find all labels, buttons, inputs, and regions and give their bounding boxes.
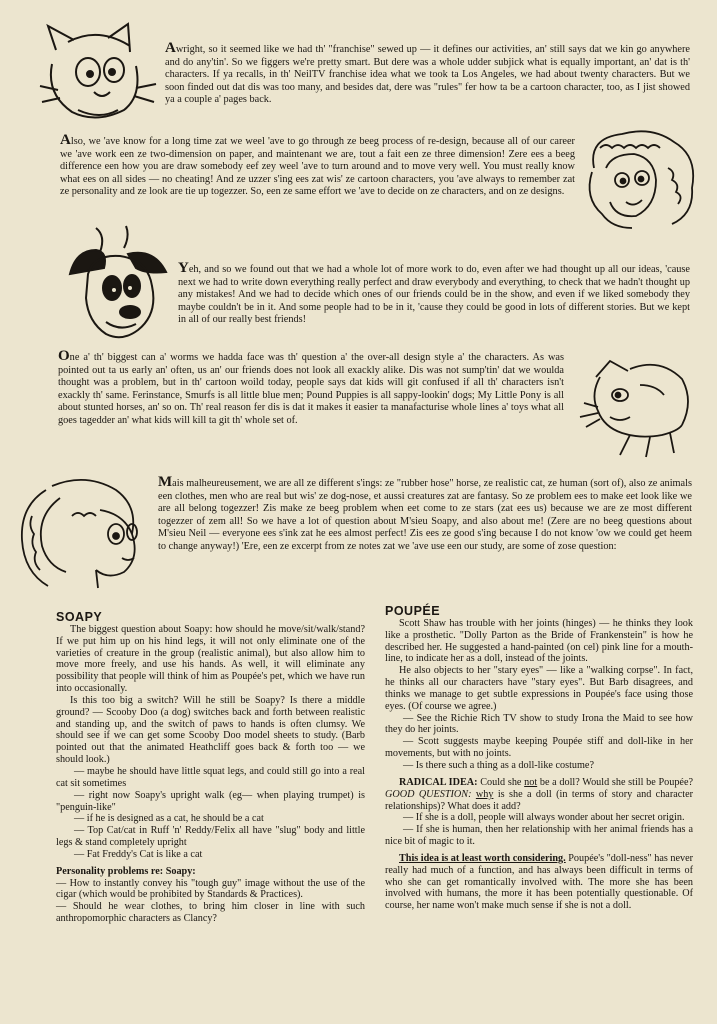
soapy-paragraph: The biggest question about Soapy: how should he move/sit/walk/stand? If we put him up on his hind legs, it will not only eliminate one of the varieties of creature in the group (realistic animal), but also allow him to move more freely, and use his hands. As well, it will eliminate any possibility that people will think of him as Poupée's pet, which we have run into occasionally.	[56, 623, 365, 695]
soapy-problem: — Should he wear clothes, to bring him closer in line with such anthropomorphic characters as Clancy?	[56, 901, 365, 925]
intro-paragraph-problems: Mais malheureusement, we are all ze different s'ings: ze "rubber hose" horse, ze realistic cat, ze human (sort of), also ze animals een clothes, men who are real but wis' ze dog-nose, et aussi creatures zat are fantasy. So ze problem ees to make eet look like we are all belong togezzer! Zis make ze beeg problem when eet come to ze stars (zat ees us) because we are ze most different togezzer of zem all! So we have a lot of question about M'sieu Soapy, and also about me! (Zere are no beeg questions about M'sieu Neil — everyone ees s'ink zat he ees almost perfect! Zis ees ze good s'ing because I do not know 'ow we could get heem to change anyway!) 'Ere, een ze excerpt from ze notes zat we 'ave use een our study, are some of zose question:	[158, 474, 692, 552]
cat-profile-icon	[570, 355, 696, 459]
soapy-problem: — How to instantly convey his "tough guy" image without the use of the cigar (which would be prohibited by Standards & Practices).	[56, 877, 365, 901]
doll-face-icon	[12, 476, 152, 594]
poupee-note: — If she is human, then her relationship with her animal friends has a nice bit of magic to it.	[385, 824, 693, 848]
poupee-note: — Is there such a thing as a doll-like costume?	[403, 759, 594, 771]
cat-head-icon	[38, 20, 158, 132]
intro-paragraph-kids: Yeh, and so we found out that we had a whole lot of more work to do, even after we had thought up all our ideas, 'cause next we had to write down everything really perfect and draw everybody and everything, to check that we hadn't thought up any mistakes! And we had to decide which ones of our friends could be in the show, and even if we liked somebody they maybe couldn't be in it. And some people had to be in it, 'cause they could be good in lots of different stories. But we kept in all of our really best friends!	[178, 260, 690, 326]
radical-idea: RADICAL IDEA: Could she not be a doll? Would she still be Poupée? GOOD QUESTION: why is she a doll (in terms of story and character relationships)? What does it add?	[385, 776, 694, 812]
intro-paragraph-soapy: Awright, so it seemed like we had th' "franchise" sewed up — it defines our activities, an' still says dat we kin go anywhere and do any'tin'. So we figgers we're pretty smart. But dere was a whole udder subjick what is equally important, an' dat is th' characters. If ya recalls, in th' NeilTV franchise idea what we took ta Los Angeles, we had about twenty characters. But we soon finded out dat dis was too many, and besides dat, dere was "rules" fer how ta be a cartoon character, too, as I jist showed ya a couple a' pages back.	[165, 40, 690, 106]
poupee-note: — If she is a doll, people will always wonder about her secret origin.	[403, 812, 685, 824]
woman-curly-hair-icon	[582, 128, 702, 232]
soapy-note: — maybe he should have little squat legs, and could still go into a real cat sit sometimes	[56, 765, 365, 789]
soapy-paragraph: Is this too big a switch? Will he still be Soapy? Is there a middle ground? — Scooby Doo (a dog) switches back and forth between realistic and standing up, and the switch of paws to hands is often clumsy. We should see if we can get some Scooby Doo model sheets to study. (Barb pointed out that the animated Heathcliff goes back & forth too — we should look.)	[56, 694, 365, 766]
poupee-note: — See the Richie Rich TV show to study Irona the Maid to see how they do her joints.	[385, 712, 693, 736]
poupee-paragraph: He also objects to her "stary eyes" — like a "walking corpse". In fact, he thinks all our characters have "stary eyes". But Barb disagrees, and thinks we manage to get subtle expressions in Poupée's face using those eyes. (Of course we agree.)	[385, 665, 693, 712]
poupee-column	[385, 606, 693, 912]
intro-paragraph-poupee: Also, we 'ave know for a long time zat we weel 'ave to go through ze beeg process of re-design, because all of our career we 'ave work een ze two-dimension on paper, and maintenant we are, tout a fait een ze three dimension! Zere ees a beeg difference een how you are draw somebody eef zey weel 'ave to turn around and to move very well. You must really know what ees on all sides — no cheating! And ze uzzer s'ing ees zat wis' ze cartoon characters, you 'ave always to remember zat ze personality and ze look are tie up togezzer. So, een ze same effort we 'ave to decide on ze characters, and on ze designs.	[60, 132, 575, 198]
soapy-note: — Top Cat/cat in Ruff 'n' Reddy/Felix all have "slug" body and little legs & stand completely upright	[56, 825, 365, 849]
soapy-note: — if he is designed as a cat, he should be a cat	[74, 813, 264, 825]
soapy-problems-label: Personality problems re: Soapy:	[56, 865, 196, 877]
poupee-paragraph: Scott Shaw has trouble with her joints (hinges) — he thinks they look like a prosthetic. "Dolly Parton as the Bride of Frankenstein" is how he described her. He suggested a hand-painted (on cel) pink line for a mouth-line, to indicate her as a doll, instead of the joints.	[385, 617, 693, 665]
poupee-conclusion: This idea is at least worth considering. Poupée's "doll-ness" has never really had much of a function, and has always been difficult in terms of who she can get romantically involved with. The more she has been involved with humans, the more it has been potentially questionable. Of course, her name won't make much sense if she is not a doll.	[385, 852, 693, 912]
poupee-note: — Scott suggests maybe keeping Poupée stiff and doll-like in her movements, but with no joints.	[385, 736, 693, 760]
soapy-note: — Fat Freddy's Cat is like a cat	[74, 848, 203, 860]
soapy-heading: SOAPY	[56, 610, 103, 624]
intro-paragraph-design-style: One a' th' biggest can a' worms we hadda face was th' question a' the over-all design style a' the characters. As was pointed out ta us early an' often, us an' our friends does not look all exackly alike. Dis was not sump'tin' dat we woulda thought was a problem, but in th' cartoon woild today, people says dat kids will git confused if all th' characters isn't exackly th' same. Ferinstance, Smurfs is all little blue men; Pound Puppies is all sappy-lookin' dogs; My Little Pony is all about stunted horses, an' so on. Th' real reason fer dis is dat it makes it easier ta manafacturise whole lines a' toys what all goes tagedder an' what kids will kill ta git th' whole set of.	[58, 348, 564, 426]
soapy-note: — right now Soapy's upright walk (eg— when playing trumpet) is "penguin-like"	[56, 789, 365, 813]
poupee-heading: POUPÉE	[385, 604, 441, 618]
dog-head-icon	[66, 224, 176, 346]
soapy-column	[56, 612, 365, 925]
